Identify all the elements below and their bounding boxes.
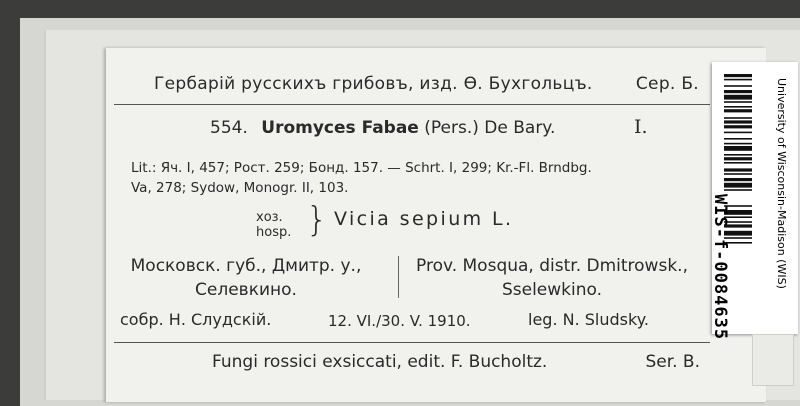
header-series: Сер. Б. — [635, 74, 699, 94]
locality-russian — [106, 254, 386, 302]
header-title: Гербарій русскихъ грибовъ, изд. Ѳ. Бухгольцъ. — [154, 74, 593, 94]
barcode-bar — [724, 143, 752, 145]
host-label-la: hosp. — [256, 225, 292, 240]
label-header — [154, 74, 699, 94]
barcode-bar — [724, 106, 752, 108]
locality-la-line-2: Sselewkino. — [501, 280, 603, 300]
literature-line-1: Lit.: Яч. I, 457; Рост. 259; Бонд. 157. — Schrt. I, 299; Kr.-Fl. Brndbg. — [131, 160, 592, 176]
barcode-bar — [724, 138, 752, 140]
species-name: Uromyces Fabae — [261, 118, 419, 138]
exsiccata-number: 554. — [210, 118, 248, 138]
barcode-bar — [724, 173, 752, 175]
literature-citations — [131, 158, 731, 198]
host-labels — [256, 210, 291, 240]
barcode-bar — [724, 189, 752, 191]
locality-ru-line-1: Московск. губ., Дмитр. у., — [130, 256, 362, 276]
barcode-bar — [724, 154, 752, 156]
barcode-bar — [724, 157, 752, 160]
barcode-bar — [724, 125, 752, 128]
label-footer — [212, 352, 700, 372]
host-brace: } — [306, 200, 328, 240]
accession-number: WIS-f-0084635 — [710, 194, 730, 341]
barcode-bar — [724, 132, 752, 134]
locality-ru-line-2: Селевкино. — [195, 280, 297, 300]
barcode-bar — [724, 178, 752, 181]
collector-russian: собр. Н. Слудскій. — [120, 310, 272, 329]
locality-latin — [402, 254, 702, 302]
species-line — [210, 118, 555, 138]
barcode-bar — [724, 183, 752, 188]
barcode-bar — [724, 90, 752, 93]
barcode-bar — [724, 74, 752, 77]
header-rule — [114, 104, 710, 105]
collector-latin: leg. N. Sludsky. — [528, 310, 649, 329]
authority: De Bary. — [484, 118, 556, 138]
footer-title: Fungi rossici exsiccati, edit. F. Bucholtz. — [212, 352, 548, 372]
barcode-bar — [724, 162, 752, 164]
barcode-card — [710, 62, 798, 341]
barcode-bar — [724, 146, 752, 151]
host-label-ru: хоз. — [256, 210, 283, 225]
literature-line-2: Va, 278; Sydow, Monogr. II, 103. — [131, 180, 349, 196]
host-name: Vicia sepium L. — [334, 208, 514, 230]
locality-divider — [398, 256, 399, 298]
authority-parenthetical: (Pers.) — [424, 118, 479, 138]
footer-rule — [114, 342, 710, 343]
barcode-bar — [724, 117, 752, 119]
locality-la-line-1: Prov. Mosqua, distr. Dmitrowsk., — [416, 256, 688, 276]
barcode — [724, 74, 768, 320]
barcode-bar — [724, 95, 752, 100]
barcode-bar — [724, 109, 752, 112]
tape-strip — [752, 334, 794, 386]
barcode-bar — [724, 168, 752, 171]
collection-date: 12. VI./30. V. 1910. — [328, 312, 471, 330]
exsiccata-label — [106, 48, 766, 402]
institution-name: University of Wisconsin-Madison (WIS) — [775, 78, 788, 289]
barcode-bar — [724, 120, 752, 123]
barcode-bar — [724, 79, 752, 81]
spore-stage: I. — [634, 116, 648, 138]
barcode-bar — [724, 101, 752, 103]
barcode-bar — [724, 85, 752, 87]
institution-label — [774, 78, 790, 324]
footer-series: Ser. B. — [645, 352, 700, 372]
